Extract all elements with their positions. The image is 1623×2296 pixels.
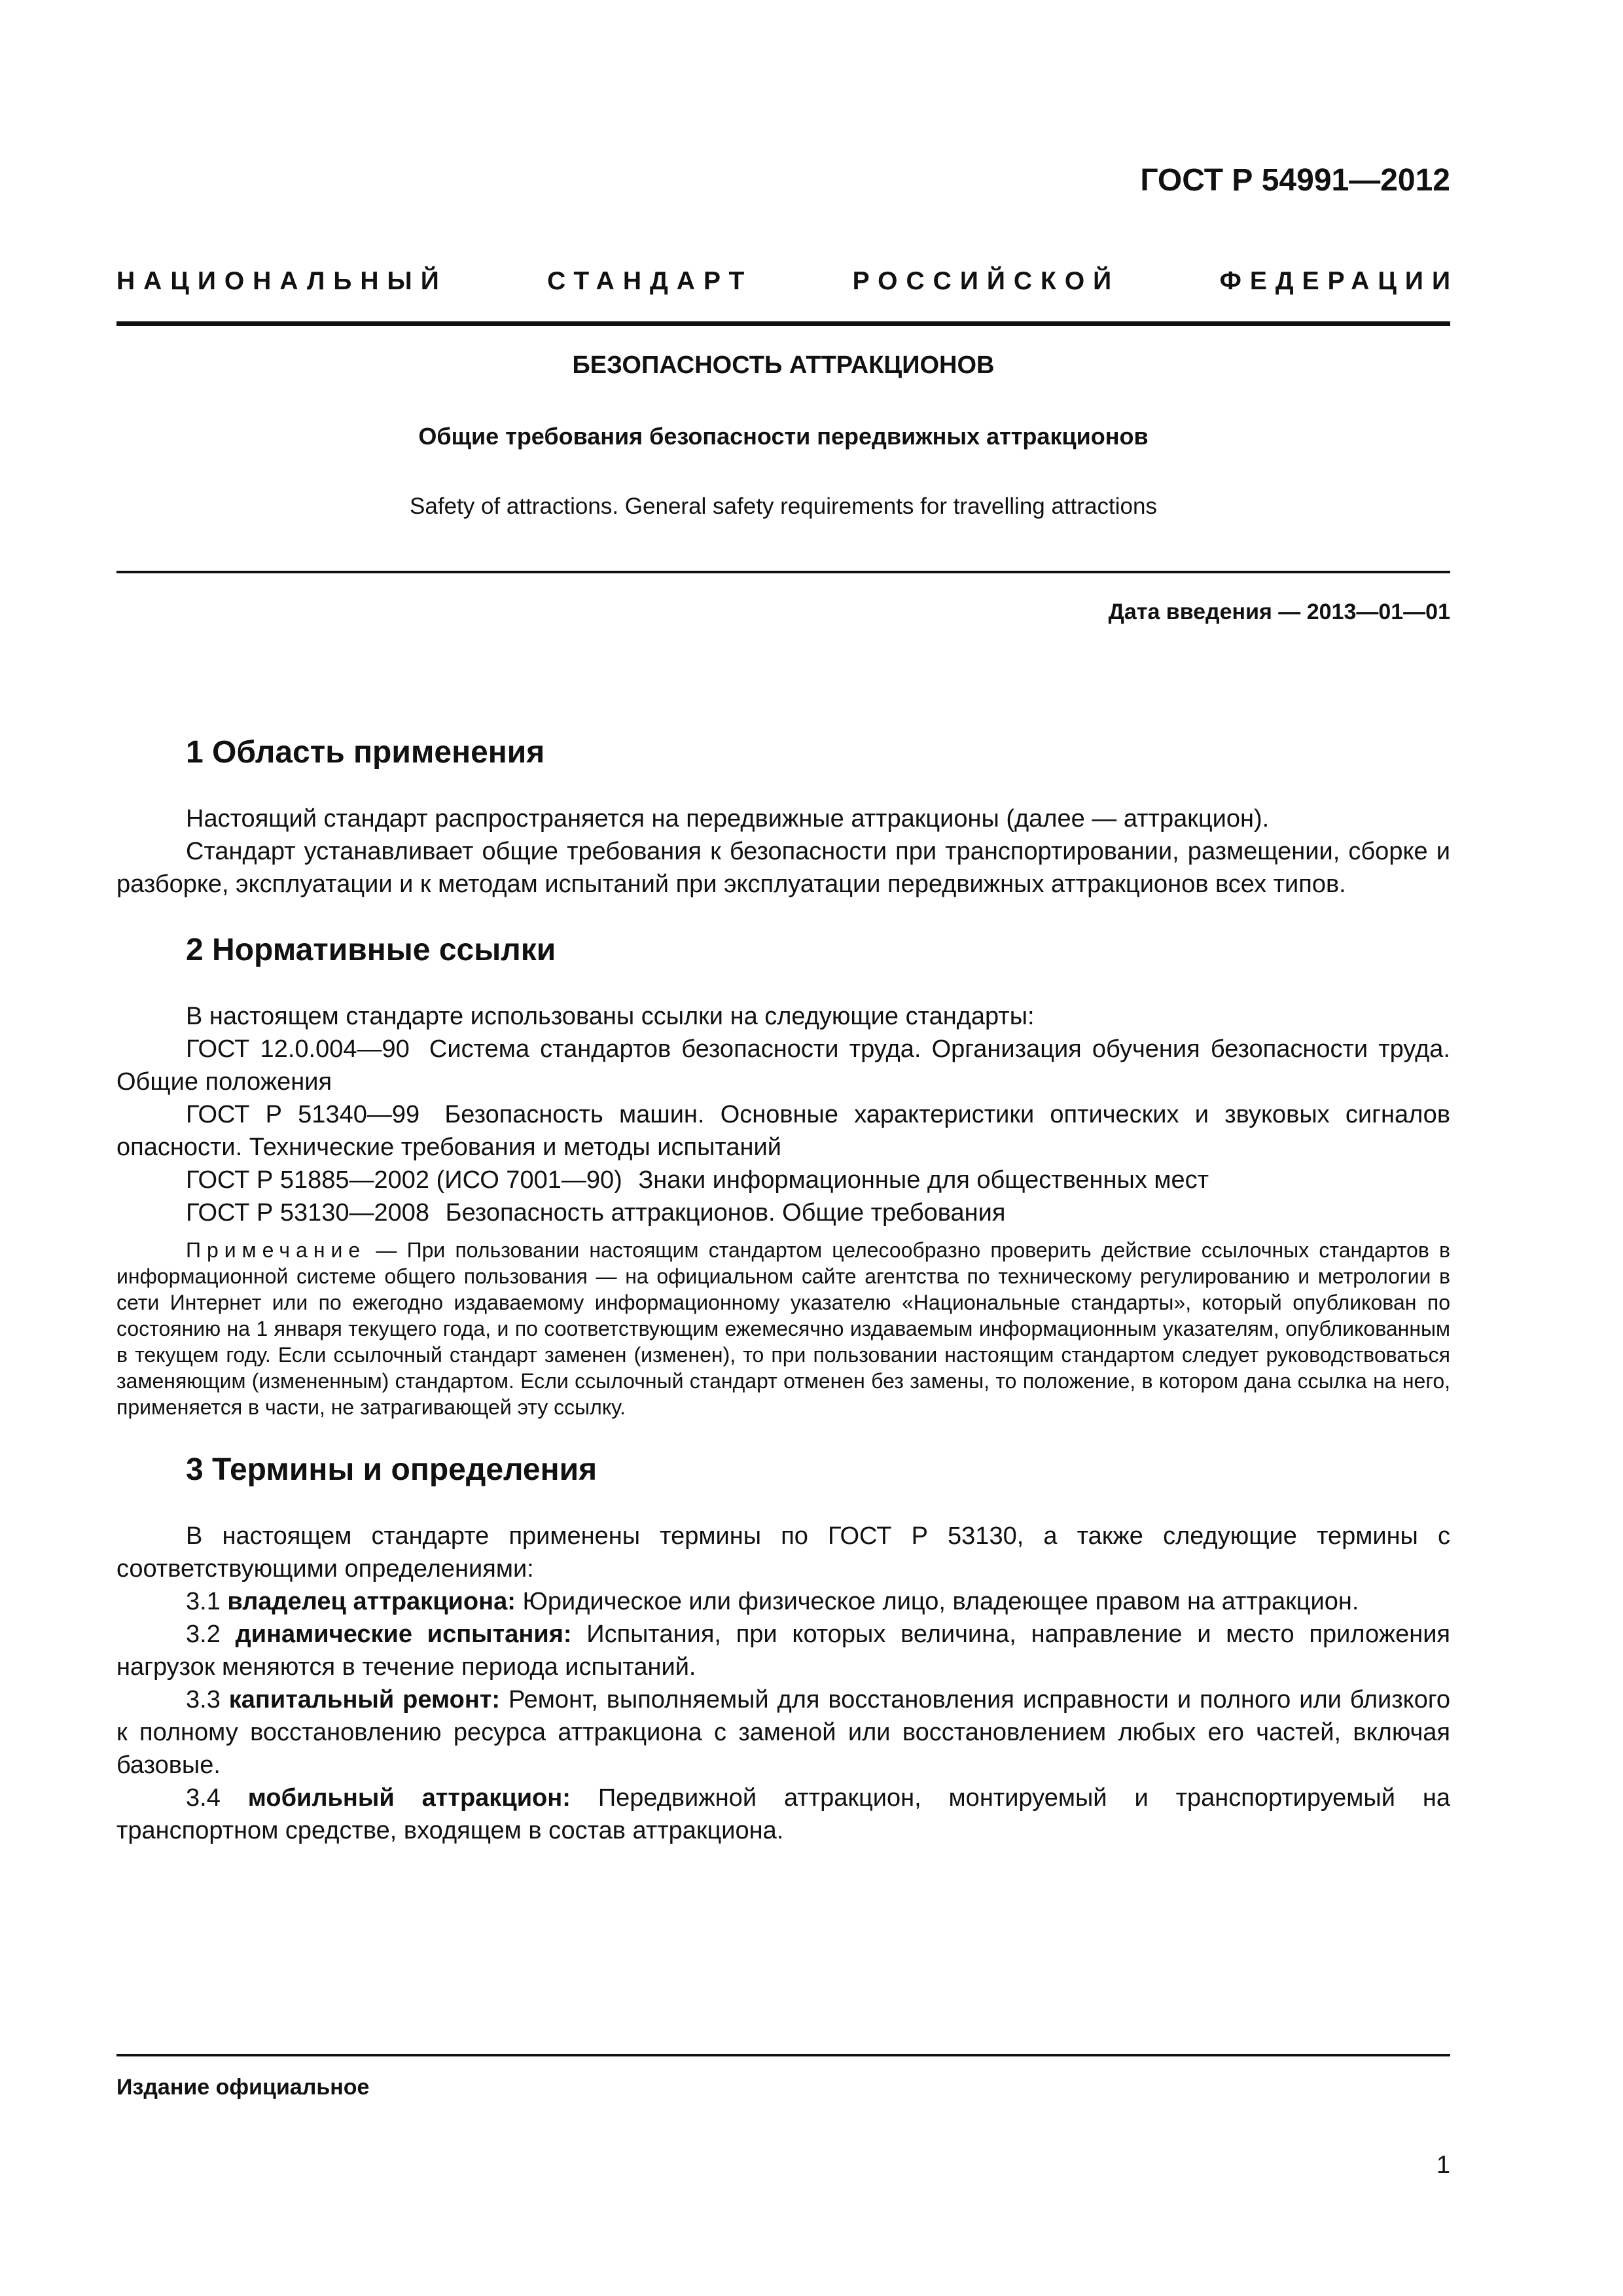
term-number: 3.2 — [186, 1621, 221, 1648]
title-divider — [116, 571, 1450, 573]
term-name: мобильный аттракцион: — [247, 1784, 571, 1812]
introduction-date: Дата введения — 2013—01—01 — [1108, 600, 1450, 624]
footer-divider — [116, 2054, 1450, 2056]
note-label: Примечание — [186, 1238, 366, 1262]
header-word: ФЕДЕРАЦИИ — [1219, 267, 1459, 295]
term-definition — [116, 1618, 1450, 1683]
term-number: 3.4 — [186, 1784, 221, 1812]
normative-reference — [116, 1098, 1450, 1164]
header-word: РОССИЙСКОЙ — [852, 267, 1120, 295]
reference-text: Знаки информационные для общественных мест — [638, 1166, 1209, 1194]
term-text: Испытания, при которых величина, направление и место приложения нагрузок меняются в течение периода испытаний. — [116, 1621, 1450, 1681]
term-name: динамические испытания: — [235, 1621, 572, 1648]
term-number: 3.1 — [186, 1588, 221, 1615]
document-subtitle: Общие требования безопасности передвижных аттракционов — [418, 423, 1149, 450]
header-word: НАЦИОНАЛЬНЫЙ — [116, 267, 448, 295]
national-standard-header — [116, 267, 1459, 296]
official-edition-label: Издание официальное — [116, 2075, 370, 2100]
reference-text: Безопасность аттракционов. Общие требования — [445, 1199, 1006, 1227]
page-number: 1 — [1436, 2151, 1450, 2179]
document-body — [116, 733, 1450, 1847]
document-number: ГОСТ Р 54991—2012 — [1140, 163, 1450, 198]
term-text: Юридическое или физическое лицо, владеющее правом на аттракцион. — [522, 1588, 1359, 1615]
section-1-paragraph: Настоящий стандарт распространяется на передвижные аттракционы (далее — аттракцион). — [186, 805, 1270, 833]
reference-code: ГОСТ Р 51340—99 — [186, 1101, 420, 1128]
term-name: владелец аттракциона: — [227, 1588, 516, 1615]
header-word: СТАНДАРТ — [547, 267, 753, 295]
term-definition — [116, 1683, 1450, 1782]
reference-note — [116, 1237, 1450, 1420]
section-1-title: 1 Область применения — [186, 735, 545, 770]
term-definition — [116, 1585, 1450, 1618]
note-text: — При пользовании настоящим стандартом целесообразно проверить действие ссылочных стандартов в информационной системе общего пользования — на официальном сайте агентства по техническому регулированию и метрологии в сети Интернет или по ежегодно издаваемому информационному указателю «Национальные стандарты», который опубликован по состоянию на 1 января текущего года, и по соответствующим ежемесячно издаваемым информационным указателям, опубликованным в текущем году. Если ссылочный стандарт заменен (изменен), то при пользовании настоящим стандартом следует руководствоваться заменяющим (измененным) стандартом. Если ссылочный стандарт отменен без замены, то положение, в котором дана ссылка на него, применяется в части, не затрагивающей эту ссылку. — [116, 1238, 1451, 1419]
section-3-title: 3 Термины и определения — [186, 1452, 597, 1487]
term-name: капитальный ремонт: — [228, 1686, 501, 1713]
english-title: Safety of attractions. General safety requirements for travelling attractions — [410, 493, 1157, 519]
normative-reference — [116, 1164, 1450, 1196]
reference-code: ГОСТ Р 53130—2008 — [186, 1199, 430, 1227]
section-2-title: 2 Нормативные ссылки — [186, 933, 556, 967]
reference-code: ГОСТ Р 51885—2002 (ИСО 7001—90) — [186, 1166, 622, 1194]
section-3-intro: В настоящем стандарте применены термины по ГОСТ Р 53130, а также следующие термины с соответствующими определениями: — [116, 1522, 1450, 1583]
header-divider — [116, 321, 1450, 326]
normative-reference — [116, 1033, 1450, 1098]
section-1-paragraph: Стандарт устанавливает общие требования к безопасности при транспортировании, размещении, сборке и разборке, эксплуатации и к методам испытаний при эксплуатации передвижных аттракционов всех типов. — [116, 838, 1450, 898]
term-definition — [116, 1782, 1450, 1847]
normative-reference — [116, 1196, 1450, 1229]
reference-code: ГОСТ 12.0.004—90 — [186, 1035, 410, 1063]
term-number: 3.3 — [186, 1686, 221, 1713]
term-text: Передвижной аттракцион, монтируемый и транспортируемый на транспортном средстве, входящем в состав аттракциона. — [116, 1784, 1451, 1844]
term-text: Ремонт, выполняемый для восстановления исправности и полного или близкого к полному восстановлению ресурса аттракциона с заменой или восстановлением любых его частей, включая базовые. — [116, 1686, 1451, 1779]
section-2-intro: В настоящем стандарте использованы ссылки на следующие стандарты: — [186, 1003, 1035, 1030]
reference-text: Система стандартов безопасности труда. Организация обучения безопасности труда. Общие положения — [116, 1035, 1450, 1096]
reference-text: Безопасность машин. Основные характеристики оптических и звуковых сигналов опасности. Технические требования и методы испытаний — [116, 1101, 1451, 1161]
document-title: БЕЗОПАСНОСТЬ АТТРАКЦИОНОВ — [572, 351, 995, 379]
